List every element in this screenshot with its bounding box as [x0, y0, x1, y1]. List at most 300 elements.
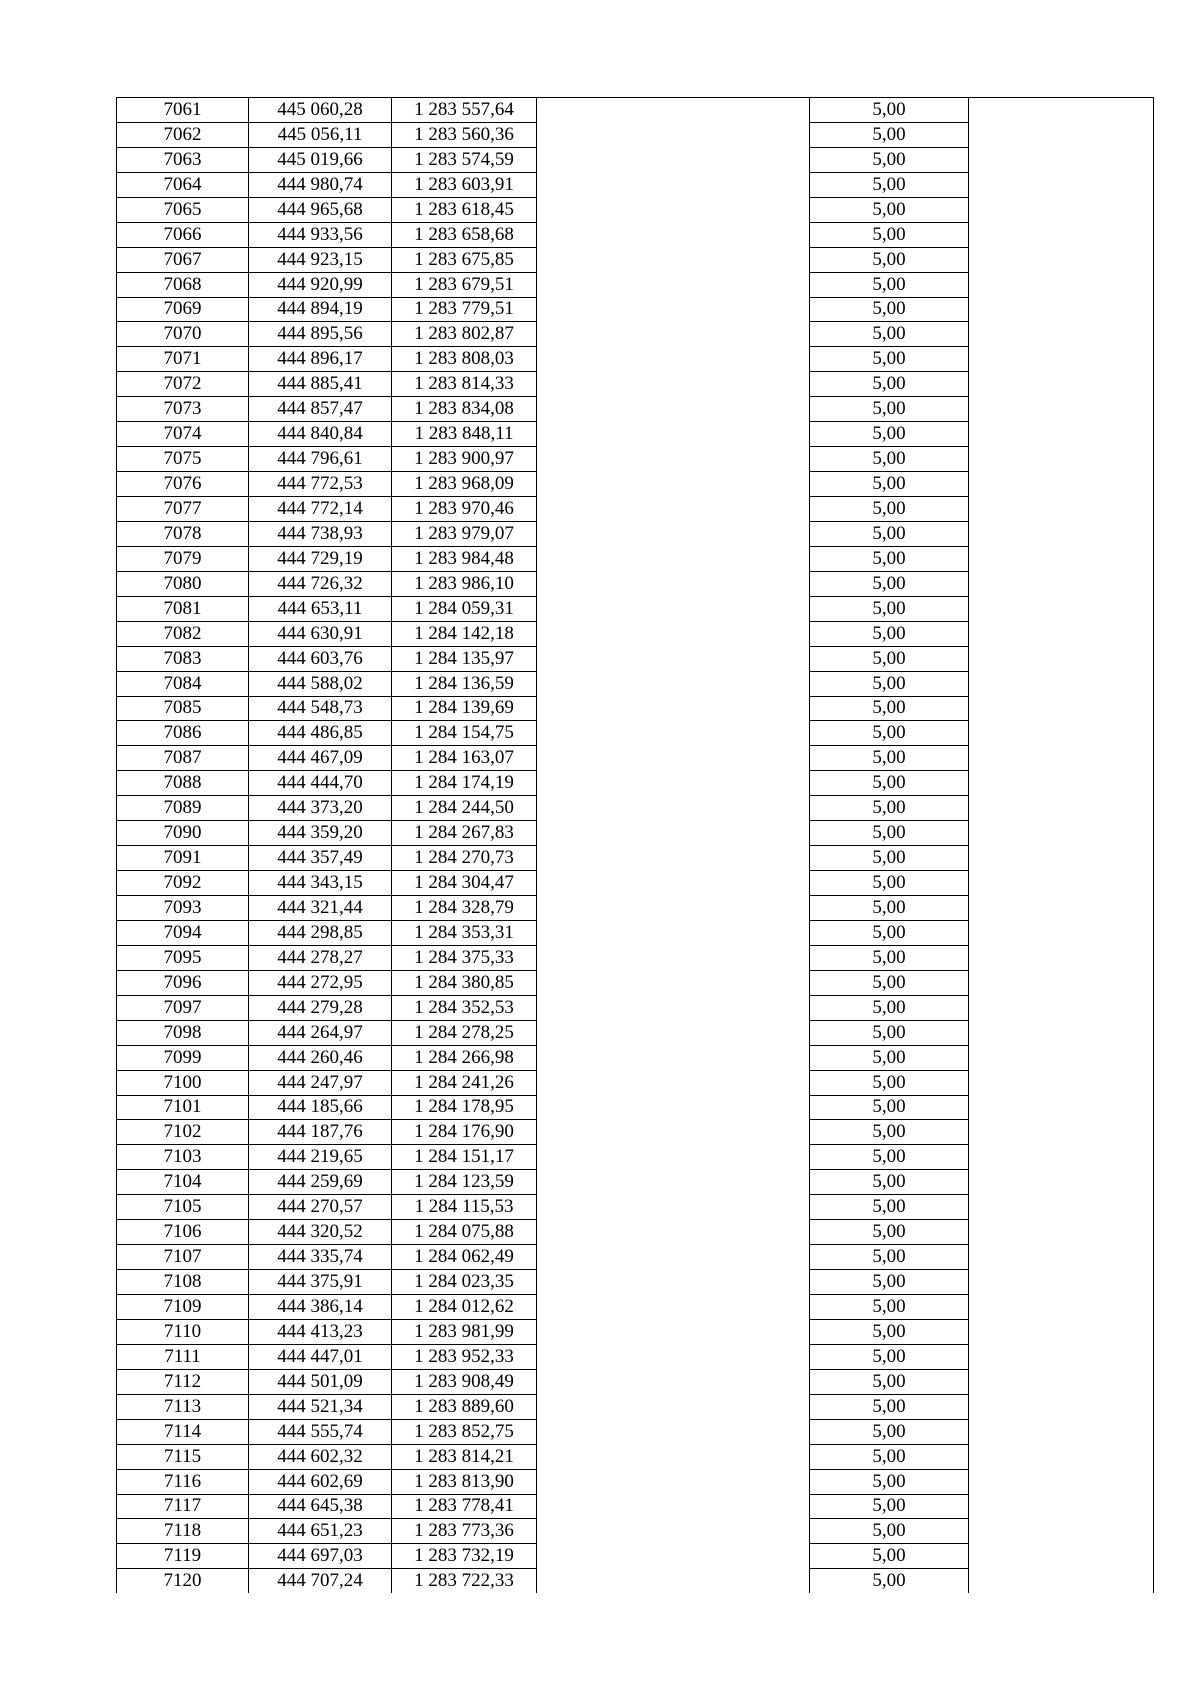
point-number-cell: 7081	[117, 596, 249, 621]
empty-cell	[537, 596, 810, 621]
table-row	[117, 1419, 1154, 1444]
accuracy-cell: 5,00	[810, 1469, 969, 1494]
empty-cell	[537, 147, 810, 172]
empty-cell	[537, 671, 810, 696]
empty-cell	[969, 497, 1154, 522]
empty-cell	[969, 1120, 1154, 1145]
accuracy-cell: 5,00	[810, 821, 969, 846]
empty-cell	[969, 347, 1154, 372]
y-coordinate-cell: 1 283 952,33	[392, 1344, 537, 1369]
empty-cell	[969, 197, 1154, 222]
point-number-cell: 7100	[117, 1070, 249, 1095]
table-row	[117, 172, 1154, 197]
accuracy-cell: 5,00	[810, 621, 969, 646]
y-coordinate-cell: 1 284 139,69	[392, 696, 537, 721]
table-row	[117, 1394, 1154, 1419]
empty-cell	[537, 1419, 810, 1444]
x-coordinate-cell: 444 603,76	[249, 646, 392, 671]
y-coordinate-cell: 1 283 658,68	[392, 222, 537, 247]
accuracy-cell: 5,00	[810, 771, 969, 796]
table-row	[117, 497, 1154, 522]
point-number-cell: 7118	[117, 1519, 249, 1544]
y-coordinate-cell: 1 283 968,09	[392, 472, 537, 497]
empty-cell	[969, 995, 1154, 1020]
point-number-cell: 7115	[117, 1444, 249, 1469]
x-coordinate-cell: 444 697,03	[249, 1544, 392, 1569]
x-coordinate-cell: 444 857,47	[249, 397, 392, 422]
point-number-cell: 7091	[117, 846, 249, 871]
accuracy-cell: 5,00	[810, 322, 969, 347]
empty-cell	[969, 1344, 1154, 1369]
accuracy-cell: 5,00	[810, 472, 969, 497]
point-number-cell: 7074	[117, 422, 249, 447]
empty-cell	[537, 247, 810, 272]
y-coordinate-cell: 1 284 059,31	[392, 596, 537, 621]
point-number-cell: 7063	[117, 147, 249, 172]
y-coordinate-cell: 1 283 603,91	[392, 172, 537, 197]
y-coordinate-cell: 1 283 986,10	[392, 571, 537, 596]
y-coordinate-cell: 1 284 142,18	[392, 621, 537, 646]
empty-cell	[537, 846, 810, 871]
x-coordinate-cell: 444 501,09	[249, 1369, 392, 1394]
point-number-cell: 7078	[117, 521, 249, 546]
empty-cell	[969, 1419, 1154, 1444]
y-coordinate-cell: 1 283 732,19	[392, 1544, 537, 1569]
table-row	[117, 297, 1154, 322]
accuracy-cell: 5,00	[810, 1120, 969, 1145]
empty-cell	[969, 1170, 1154, 1195]
empty-cell	[969, 447, 1154, 472]
table-row	[117, 571, 1154, 596]
accuracy-cell: 5,00	[810, 871, 969, 896]
point-number-cell: 7107	[117, 1245, 249, 1270]
empty-cell	[969, 1295, 1154, 1320]
table-row	[117, 422, 1154, 447]
table-row	[117, 920, 1154, 945]
x-coordinate-cell: 444 933,56	[249, 222, 392, 247]
x-coordinate-cell: 444 896,17	[249, 347, 392, 372]
table-row	[117, 1095, 1154, 1120]
empty-cell	[969, 122, 1154, 147]
empty-cell	[969, 970, 1154, 995]
table-row	[117, 1195, 1154, 1220]
accuracy-cell: 5,00	[810, 272, 969, 297]
point-number-cell: 7090	[117, 821, 249, 846]
y-coordinate-cell: 1 283 814,21	[392, 1444, 537, 1469]
x-coordinate-cell: 444 772,14	[249, 497, 392, 522]
accuracy-cell: 5,00	[810, 1295, 969, 1320]
table-row	[117, 995, 1154, 1020]
empty-cell	[969, 1494, 1154, 1519]
x-coordinate-cell: 444 486,85	[249, 721, 392, 746]
y-coordinate-cell: 1 283 813,90	[392, 1469, 537, 1494]
point-number-cell: 7120	[117, 1569, 249, 1593]
empty-cell	[969, 147, 1154, 172]
point-number-cell: 7104	[117, 1170, 249, 1195]
empty-cell	[969, 1369, 1154, 1394]
empty-cell	[537, 1369, 810, 1394]
empty-cell	[537, 1245, 810, 1270]
empty-cell	[969, 247, 1154, 272]
empty-cell	[537, 821, 810, 846]
point-number-cell: 7072	[117, 372, 249, 397]
empty-cell	[537, 1519, 810, 1544]
point-number-cell: 7111	[117, 1344, 249, 1369]
accuracy-cell: 5,00	[810, 1270, 969, 1295]
empty-cell	[969, 1195, 1154, 1220]
x-coordinate-cell: 444 651,23	[249, 1519, 392, 1544]
accuracy-cell: 5,00	[810, 1195, 969, 1220]
y-coordinate-cell: 1 284 023,35	[392, 1270, 537, 1295]
accuracy-cell: 5,00	[810, 1220, 969, 1245]
empty-cell	[969, 571, 1154, 596]
x-coordinate-cell: 444 298,85	[249, 920, 392, 945]
empty-cell	[969, 372, 1154, 397]
y-coordinate-cell: 1 283 802,87	[392, 322, 537, 347]
empty-cell	[537, 447, 810, 472]
empty-cell	[969, 1519, 1154, 1544]
empty-cell	[537, 497, 810, 522]
empty-cell	[969, 920, 1154, 945]
x-coordinate-cell: 445 060,28	[249, 98, 392, 123]
accuracy-cell: 5,00	[810, 746, 969, 771]
empty-cell	[969, 1469, 1154, 1494]
point-number-cell: 7106	[117, 1220, 249, 1245]
x-coordinate-cell: 444 548,73	[249, 696, 392, 721]
empty-cell	[537, 796, 810, 821]
x-coordinate-cell: 444 923,15	[249, 247, 392, 272]
accuracy-cell: 5,00	[810, 1494, 969, 1519]
empty-cell	[969, 1070, 1154, 1095]
empty-cell	[537, 1569, 810, 1593]
accuracy-cell: 5,00	[810, 197, 969, 222]
empty-cell	[969, 1245, 1154, 1270]
y-coordinate-cell: 1 283 834,08	[392, 397, 537, 422]
empty-cell	[537, 1295, 810, 1320]
point-number-cell: 7095	[117, 945, 249, 970]
empty-cell	[969, 1569, 1154, 1593]
table-row	[117, 1120, 1154, 1145]
table-row	[117, 896, 1154, 921]
table-row	[117, 372, 1154, 397]
y-coordinate-cell: 1 283 908,49	[392, 1369, 537, 1394]
empty-cell	[537, 1494, 810, 1519]
x-coordinate-cell: 444 270,57	[249, 1195, 392, 1220]
empty-cell	[537, 1070, 810, 1095]
accuracy-cell: 5,00	[810, 721, 969, 746]
empty-cell	[537, 297, 810, 322]
accuracy-cell: 5,00	[810, 1394, 969, 1419]
y-coordinate-cell: 1 283 970,46	[392, 497, 537, 522]
table-row	[117, 1045, 1154, 1070]
point-number-cell: 7096	[117, 970, 249, 995]
empty-cell	[969, 596, 1154, 621]
table-row	[117, 1494, 1154, 1519]
empty-cell	[537, 1120, 810, 1145]
table-row	[117, 821, 1154, 846]
point-number-cell: 7108	[117, 1270, 249, 1295]
empty-cell	[969, 771, 1154, 796]
empty-cell	[969, 821, 1154, 846]
y-coordinate-cell: 1 283 984,48	[392, 546, 537, 571]
point-number-cell: 7061	[117, 98, 249, 123]
empty-cell	[537, 1195, 810, 1220]
empty-cell	[537, 646, 810, 671]
table-row	[117, 197, 1154, 222]
table-row	[117, 272, 1154, 297]
accuracy-cell: 5,00	[810, 1344, 969, 1369]
empty-cell	[537, 1095, 810, 1120]
empty-cell	[969, 1145, 1154, 1170]
empty-cell	[969, 721, 1154, 746]
empty-cell	[537, 1145, 810, 1170]
y-coordinate-cell: 1 283 574,59	[392, 147, 537, 172]
y-coordinate-cell: 1 283 779,51	[392, 297, 537, 322]
x-coordinate-cell: 444 447,01	[249, 1344, 392, 1369]
empty-cell	[537, 1319, 810, 1344]
table-row	[117, 1369, 1154, 1394]
empty-cell	[537, 1045, 810, 1070]
table-row	[117, 621, 1154, 646]
table-row	[117, 846, 1154, 871]
empty-cell	[537, 571, 810, 596]
accuracy-cell: 5,00	[810, 1020, 969, 1045]
point-number-cell: 7068	[117, 272, 249, 297]
point-number-cell: 7073	[117, 397, 249, 422]
accuracy-cell: 5,00	[810, 347, 969, 372]
empty-cell	[537, 372, 810, 397]
table-row	[117, 1444, 1154, 1469]
table-row	[117, 322, 1154, 347]
table-row	[117, 347, 1154, 372]
y-coordinate-cell: 1 283 773,36	[392, 1519, 537, 1544]
y-coordinate-cell: 1 284 352,53	[392, 995, 537, 1020]
empty-cell	[969, 322, 1154, 347]
y-coordinate-cell: 1 284 375,33	[392, 945, 537, 970]
point-number-cell: 7109	[117, 1295, 249, 1320]
empty-cell	[537, 472, 810, 497]
empty-cell	[537, 1469, 810, 1494]
empty-cell	[537, 721, 810, 746]
accuracy-cell: 5,00	[810, 1369, 969, 1394]
table-row	[117, 871, 1154, 896]
x-coordinate-cell: 444 343,15	[249, 871, 392, 896]
y-coordinate-cell: 1 284 267,83	[392, 821, 537, 846]
x-coordinate-cell: 444 264,97	[249, 1020, 392, 1045]
y-coordinate-cell: 1 283 814,33	[392, 372, 537, 397]
table-row	[117, 1569, 1154, 1593]
y-coordinate-cell: 1 283 852,75	[392, 1419, 537, 1444]
point-number-cell: 7083	[117, 646, 249, 671]
empty-cell	[969, 896, 1154, 921]
accuracy-cell: 5,00	[810, 122, 969, 147]
table-row	[117, 1070, 1154, 1095]
x-coordinate-cell: 444 602,69	[249, 1469, 392, 1494]
y-coordinate-cell: 1 284 012,62	[392, 1295, 537, 1320]
empty-cell	[537, 1444, 810, 1469]
y-coordinate-cell: 1 283 900,97	[392, 447, 537, 472]
empty-cell	[537, 1270, 810, 1295]
empty-cell	[537, 771, 810, 796]
accuracy-cell: 5,00	[810, 920, 969, 945]
x-coordinate-cell: 444 260,46	[249, 1045, 392, 1070]
point-number-cell: 7098	[117, 1020, 249, 1045]
accuracy-cell: 5,00	[810, 970, 969, 995]
point-number-cell: 7087	[117, 746, 249, 771]
empty-cell	[969, 846, 1154, 871]
y-coordinate-cell: 1 284 163,07	[392, 746, 537, 771]
y-coordinate-cell: 1 284 244,50	[392, 796, 537, 821]
y-coordinate-cell: 1 283 557,64	[392, 98, 537, 123]
empty-cell	[969, 671, 1154, 696]
x-coordinate-cell: 444 320,52	[249, 1220, 392, 1245]
accuracy-cell: 5,00	[810, 147, 969, 172]
table-row	[117, 1170, 1154, 1195]
point-number-cell: 7079	[117, 546, 249, 571]
x-coordinate-cell: 444 357,49	[249, 846, 392, 871]
empty-cell	[537, 621, 810, 646]
x-coordinate-cell: 444 219,65	[249, 1145, 392, 1170]
point-number-cell: 7099	[117, 1045, 249, 1070]
accuracy-cell: 5,00	[810, 397, 969, 422]
accuracy-cell: 5,00	[810, 1245, 969, 1270]
x-coordinate-cell: 444 279,28	[249, 995, 392, 1020]
empty-cell	[537, 1220, 810, 1245]
x-coordinate-cell: 444 467,09	[249, 746, 392, 771]
empty-cell	[537, 696, 810, 721]
empty-cell	[969, 521, 1154, 546]
y-coordinate-cell: 1 284 115,53	[392, 1195, 537, 1220]
point-number-cell: 7088	[117, 771, 249, 796]
table-row	[117, 746, 1154, 771]
x-coordinate-cell: 444 359,20	[249, 821, 392, 846]
empty-cell	[537, 172, 810, 197]
point-number-cell: 7085	[117, 696, 249, 721]
y-coordinate-cell: 1 284 353,31	[392, 920, 537, 945]
point-number-cell: 7067	[117, 247, 249, 272]
empty-cell	[969, 1045, 1154, 1070]
accuracy-cell: 5,00	[810, 222, 969, 247]
x-coordinate-cell: 444 321,44	[249, 896, 392, 921]
y-coordinate-cell: 1 284 151,17	[392, 1145, 537, 1170]
table-row	[117, 1295, 1154, 1320]
table-row	[117, 970, 1154, 995]
y-coordinate-cell: 1 284 174,19	[392, 771, 537, 796]
empty-cell	[969, 1319, 1154, 1344]
empty-cell	[537, 746, 810, 771]
coordinates-table	[116, 97, 1154, 1593]
point-number-cell: 7119	[117, 1544, 249, 1569]
empty-cell	[969, 1220, 1154, 1245]
accuracy-cell: 5,00	[810, 1045, 969, 1070]
empty-cell	[969, 621, 1154, 646]
accuracy-cell: 5,00	[810, 1444, 969, 1469]
accuracy-cell: 5,00	[810, 671, 969, 696]
point-number-cell: 7066	[117, 222, 249, 247]
y-coordinate-cell: 1 284 241,26	[392, 1070, 537, 1095]
point-number-cell: 7076	[117, 472, 249, 497]
table-row	[117, 472, 1154, 497]
y-coordinate-cell: 1 284 266,98	[392, 1045, 537, 1070]
point-number-cell: 7084	[117, 671, 249, 696]
y-coordinate-cell: 1 283 679,51	[392, 272, 537, 297]
point-number-cell: 7086	[117, 721, 249, 746]
point-number-cell: 7065	[117, 197, 249, 222]
point-number-cell: 7116	[117, 1469, 249, 1494]
accuracy-cell: 5,00	[810, 796, 969, 821]
x-coordinate-cell: 444 588,02	[249, 671, 392, 696]
x-coordinate-cell: 444 444,70	[249, 771, 392, 796]
x-coordinate-cell: 444 796,61	[249, 447, 392, 472]
y-coordinate-cell: 1 284 176,90	[392, 1120, 537, 1145]
y-coordinate-cell: 1 284 062,49	[392, 1245, 537, 1270]
accuracy-cell: 5,00	[810, 646, 969, 671]
empty-cell	[969, 796, 1154, 821]
empty-cell	[969, 1394, 1154, 1419]
empty-cell	[537, 272, 810, 297]
point-number-cell: 7117	[117, 1494, 249, 1519]
empty-cell	[537, 521, 810, 546]
table-row	[117, 1270, 1154, 1295]
accuracy-cell: 5,00	[810, 1070, 969, 1095]
point-number-cell: 7101	[117, 1095, 249, 1120]
y-coordinate-cell: 1 283 808,03	[392, 347, 537, 372]
y-coordinate-cell: 1 283 889,60	[392, 1394, 537, 1419]
x-coordinate-cell: 444 335,74	[249, 1245, 392, 1270]
empty-cell	[537, 197, 810, 222]
empty-cell	[537, 347, 810, 372]
table-row	[117, 122, 1154, 147]
table-row	[117, 1519, 1154, 1544]
empty-cell	[537, 322, 810, 347]
x-coordinate-cell: 444 726,32	[249, 571, 392, 596]
table-row	[117, 447, 1154, 472]
point-number-cell: 7102	[117, 1120, 249, 1145]
point-number-cell: 7094	[117, 920, 249, 945]
point-number-cell: 7080	[117, 571, 249, 596]
point-number-cell: 7077	[117, 497, 249, 522]
empty-cell	[537, 871, 810, 896]
point-number-cell: 7114	[117, 1419, 249, 1444]
empty-cell	[537, 1020, 810, 1045]
x-coordinate-cell: 444 895,56	[249, 322, 392, 347]
y-coordinate-cell: 1 284 328,79	[392, 896, 537, 921]
x-coordinate-cell: 444 885,41	[249, 372, 392, 397]
empty-cell	[969, 397, 1154, 422]
table-row	[117, 945, 1154, 970]
point-number-cell: 7062	[117, 122, 249, 147]
x-coordinate-cell: 444 413,23	[249, 1319, 392, 1344]
empty-cell	[969, 297, 1154, 322]
table-row	[117, 646, 1154, 671]
y-coordinate-cell: 1 284 154,75	[392, 721, 537, 746]
point-number-cell: 7092	[117, 871, 249, 896]
accuracy-cell: 5,00	[810, 596, 969, 621]
x-coordinate-cell: 444 840,84	[249, 422, 392, 447]
empty-cell	[537, 1394, 810, 1419]
table-row	[117, 696, 1154, 721]
point-number-cell: 7082	[117, 621, 249, 646]
y-coordinate-cell: 1 284 270,73	[392, 846, 537, 871]
x-coordinate-cell: 444 630,91	[249, 621, 392, 646]
y-coordinate-cell: 1 284 304,47	[392, 871, 537, 896]
x-coordinate-cell: 444 653,11	[249, 596, 392, 621]
table-row	[117, 546, 1154, 571]
y-coordinate-cell: 1 283 848,11	[392, 422, 537, 447]
table-row	[117, 596, 1154, 621]
accuracy-cell: 5,00	[810, 1145, 969, 1170]
accuracy-cell: 5,00	[810, 372, 969, 397]
